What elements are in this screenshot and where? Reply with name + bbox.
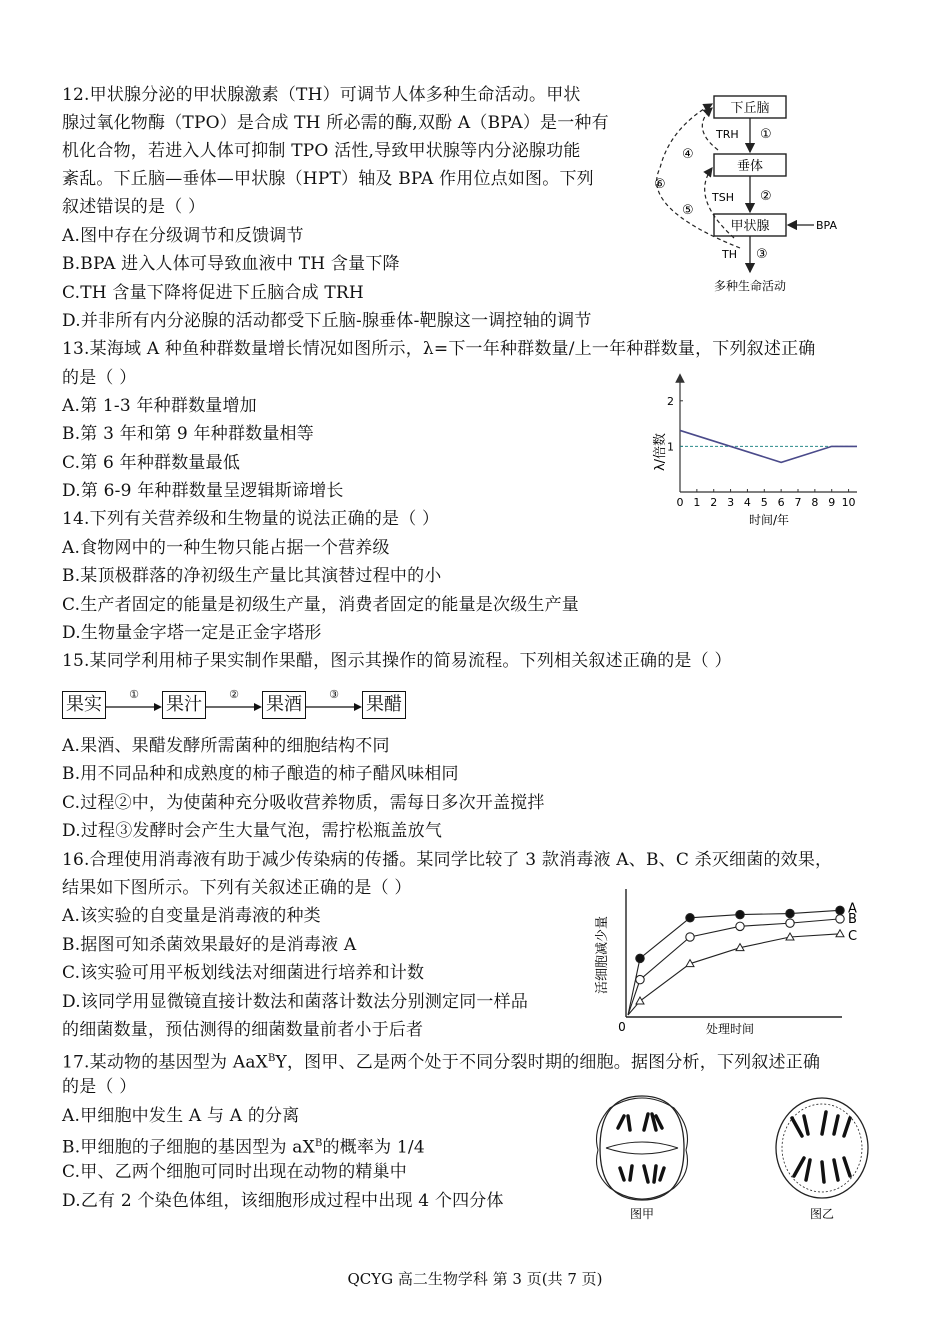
- q17-option-c: C.甲、乙两个细胞可同时出现在动物的精巢中: [62, 1162, 408, 1182]
- flow-arrow-label: ②: [229, 688, 239, 701]
- q12-line-5: 叙述错误的是（ ）: [62, 197, 206, 217]
- thyroid-label: 甲状腺: [730, 219, 770, 234]
- q17-line-1: [62, 1048, 820, 1074]
- lambda-chart: [652, 372, 862, 532]
- q13-option-d: D.第 6-9 年种群数量呈逻辑斯谛增长: [62, 481, 344, 501]
- q14-option-c: C.生产者固定的能量是初级生产量，消费者固定的能量是次级生产量: [62, 595, 580, 615]
- lambda-y-label: λ/倍数: [653, 432, 668, 472]
- dis-point-B: [786, 919, 794, 927]
- q16-option-c: C.该实验可用平板划线法对细菌进行培养和计数: [62, 963, 425, 983]
- dis-point-A: [636, 954, 644, 962]
- q12-line-2: 腺过氧化物酶（TPO）是合成 TH 所必需的酶,双酚 A（BPA）是一种有: [62, 113, 609, 133]
- flow-arrow-label: ③: [329, 688, 339, 701]
- lambda-x-tick-label: 4: [743, 496, 751, 509]
- marker-6: ⑥: [654, 177, 666, 192]
- q12-option-b: B.BPA 进入人体可导致血液中 TH 含量下降: [62, 254, 400, 274]
- q17-sup-b: B: [267, 1053, 276, 1064]
- q17-line-2: 的是（ ）: [62, 1077, 137, 1097]
- dis-point-B: [836, 915, 844, 923]
- q16-line-2: 结果如下图所示。下列有关叙述正确的是（ ）: [62, 878, 412, 898]
- lambda-x-tick-label: 0: [676, 496, 684, 509]
- lambda-y-tick-label: 1: [667, 440, 674, 454]
- arrow-right-icon: [306, 702, 362, 712]
- marker-2: ②: [760, 189, 772, 204]
- marker-1: ①: [760, 127, 772, 142]
- dis-x-label: 处理时间: [705, 1022, 755, 1036]
- q12-option-c: C.TH 含量下降将促进下丘脑合成 TRH: [62, 283, 364, 303]
- th-label: TH: [722, 248, 737, 261]
- q17-line-1-head: 17.某动物的基因型为 AaX: [62, 1052, 268, 1073]
- q12-line-1: 12.甲状腺分泌的甲状腺激素（TH）可调节人体多种生命活动。甲状: [62, 85, 581, 105]
- lambda-x-tick-label: 5: [760, 496, 768, 509]
- q17-option-b: [62, 1133, 425, 1159]
- lambda-x-tick-label: 3: [727, 496, 735, 509]
- flow-arrow-label: ①: [129, 688, 139, 701]
- hpt-axis-diagram: [650, 88, 850, 298]
- lambda-x-tick-label: 1: [693, 496, 701, 509]
- lambda-x-tick-label: 8: [811, 496, 819, 509]
- dis-point-A: [786, 909, 794, 917]
- cell-1-label: 图甲: [629, 1207, 655, 1221]
- flow-arrow-2: [206, 690, 262, 720]
- q13-option-c: C.第 6 年种群数量最低: [62, 453, 241, 473]
- lambda-x-label: 时间/年: [748, 513, 790, 527]
- q13-option-b: B.第 3 年和第 9 年种群数量相等: [62, 424, 314, 444]
- hypothalamus-label: 下丘脑: [730, 101, 770, 116]
- flow-arrow-3: [306, 690, 362, 720]
- q16-option-d-2: 的细菌数量，预估测得的细菌数量前者小于后者: [62, 1020, 424, 1040]
- dis-series-line-C: [628, 934, 840, 1015]
- cell-2-drawing: [776, 1098, 868, 1198]
- flow-step-wine: 果酒: [262, 691, 306, 719]
- cell-1-drawing: [597, 1096, 688, 1200]
- dis-series-line-B: [628, 919, 840, 1015]
- dis-point-A: [686, 914, 694, 922]
- dis-point-A: [836, 906, 844, 914]
- q15-option-c: C.过程②中，为使菌种充分吸收营养物质，需每日多次开盖搅拌: [62, 793, 545, 813]
- lambda-x-tick-label: 9: [828, 496, 836, 509]
- arrow-right-icon: [206, 702, 262, 712]
- dis-point-A: [736, 910, 744, 918]
- q17-option-d: D.乙有 2 个染色体组，该细胞形成过程中出现 4 个四分体: [62, 1191, 504, 1211]
- cell-2-label: 图乙: [809, 1207, 835, 1221]
- arrow-right-icon: [106, 702, 162, 712]
- q17-option-b-tail: 的概率为 1/4: [322, 1137, 425, 1158]
- q15-option-d: D.过程③发酵时会产生大量气泡，需拧松瓶盖放气: [62, 821, 443, 841]
- q15-stem: 15.某同学利用柿子果实制作果醋，图示其操作的简易流程。下列相关叙述正确的是（ ）: [62, 651, 732, 671]
- trh-label: TRH: [716, 128, 739, 141]
- bpa-label: BPA: [816, 219, 838, 232]
- lambda-x-tick-label: 6: [777, 496, 785, 509]
- dis-point-B: [686, 933, 694, 941]
- dis-series-label-B: B: [848, 911, 857, 927]
- q12-line-3: 机化合物，若进入人体可抑制 TPO 活性,导致甲状腺等内分泌腺功能: [62, 141, 581, 161]
- q16-option-d-1: D.该同学用显微镜直接计数法和菌落计数法分别测定同一样品: [62, 992, 529, 1012]
- pituitary-label: 垂体: [736, 159, 764, 174]
- q17-option-b-sup: B: [314, 1138, 323, 1149]
- dis-series-label-C: C: [848, 928, 858, 944]
- marker-5: ⑤: [682, 203, 694, 218]
- effects-label: 多种生命活动: [713, 279, 787, 293]
- q13-line-1: 13.某海域 A 种鱼种群数量增长情况如图所示，λ=下一年种群数量/上一年种群数量，下列叙述正确: [62, 339, 816, 359]
- q12-line-4: 紊乱。下丘脑—垂体—甲状腺（HPT）轴及 BPA 作用位点如图。下列: [62, 169, 594, 189]
- lambda-y-tick-label: 2: [667, 394, 674, 408]
- q17-line-1-tail: Y，图甲、乙是两个处于不同分裂时期的细胞。据图分析，下列叙述正确: [275, 1052, 821, 1073]
- q16-line-1: 16.合理使用消毒液有助于减少传染病的传播。某同学比较了 3 款消毒液 A、B、C 杀灭细菌的效果，: [62, 850, 833, 870]
- cell-figures: [590, 1088, 880, 1228]
- page-footer: QCYG 高二生物学科 第 3 页(共 7 页): [347, 1270, 603, 1288]
- dis-origin-label: 0: [618, 1020, 626, 1034]
- flow-arrow-1: [106, 690, 162, 720]
- q15-flowchart: [62, 690, 406, 720]
- q17-option-a: A.甲细胞中发生 A 与 A 的分离: [62, 1106, 300, 1126]
- lambda-x-tick-label: 10: [841, 496, 856, 509]
- q12-option-a: A.图中存在分级调节和反馈调节: [62, 226, 304, 246]
- q14-option-a: A.食物网中的一种生物只能占据一个营养级: [62, 538, 390, 558]
- flow-step-juice: 果汁: [162, 691, 206, 719]
- tsh-label: TSH: [712, 191, 734, 204]
- marker-3: ③: [756, 247, 768, 262]
- q14-option-d: D.生物量金字塔一定是正金字塔形: [62, 623, 322, 643]
- q15-option-b: B.用不同品种和成熟度的柿子酿造的柿子醋风味相同: [62, 764, 459, 784]
- dis-series-label-A: A: [848, 901, 857, 917]
- lambda-x-tick-label: 2: [710, 496, 718, 509]
- dis-point-B: [736, 922, 744, 930]
- q14-option-b: B.某顶极群落的净初级生产量比其演替过程中的小: [62, 566, 442, 586]
- q14-stem: 14.下列有关营养级和生物量的说法正确的是（ ）: [62, 509, 440, 529]
- q16-option-b: B.据图可知杀菌效果最好的是消毒液 A: [62, 935, 357, 955]
- marker-4: ④: [682, 147, 694, 162]
- q12-option-d: D.并非所有内分泌腺的活动都受下丘脑-腺垂体-靶腺这一调控轴的调节: [62, 311, 592, 331]
- flow-step-vinegar: 果醋: [362, 691, 406, 719]
- q15-option-a: A.果酒、果醋发酵所需菌种的细胞结构不同: [62, 736, 390, 756]
- dis-point-C: [636, 997, 644, 1004]
- q13-line-2: 的是（ ）: [62, 368, 137, 388]
- disinfectant-chart: [592, 885, 858, 1040]
- q13-option-a: A.第 1-3 年种群数量增加: [62, 396, 257, 416]
- lambda-x-tick-label: 7: [794, 496, 802, 509]
- q17-option-b-head: B.甲细胞的子细胞的基因型为 aX: [62, 1137, 315, 1158]
- flow-step-fruit: 果实: [62, 691, 106, 719]
- dis-point-C: [836, 930, 844, 937]
- dis-point-B: [636, 975, 644, 983]
- dis-y-label: 活细胞减少量: [595, 915, 610, 995]
- q16-option-a: A.该实验的自变量是消毒液的种类: [62, 906, 321, 926]
